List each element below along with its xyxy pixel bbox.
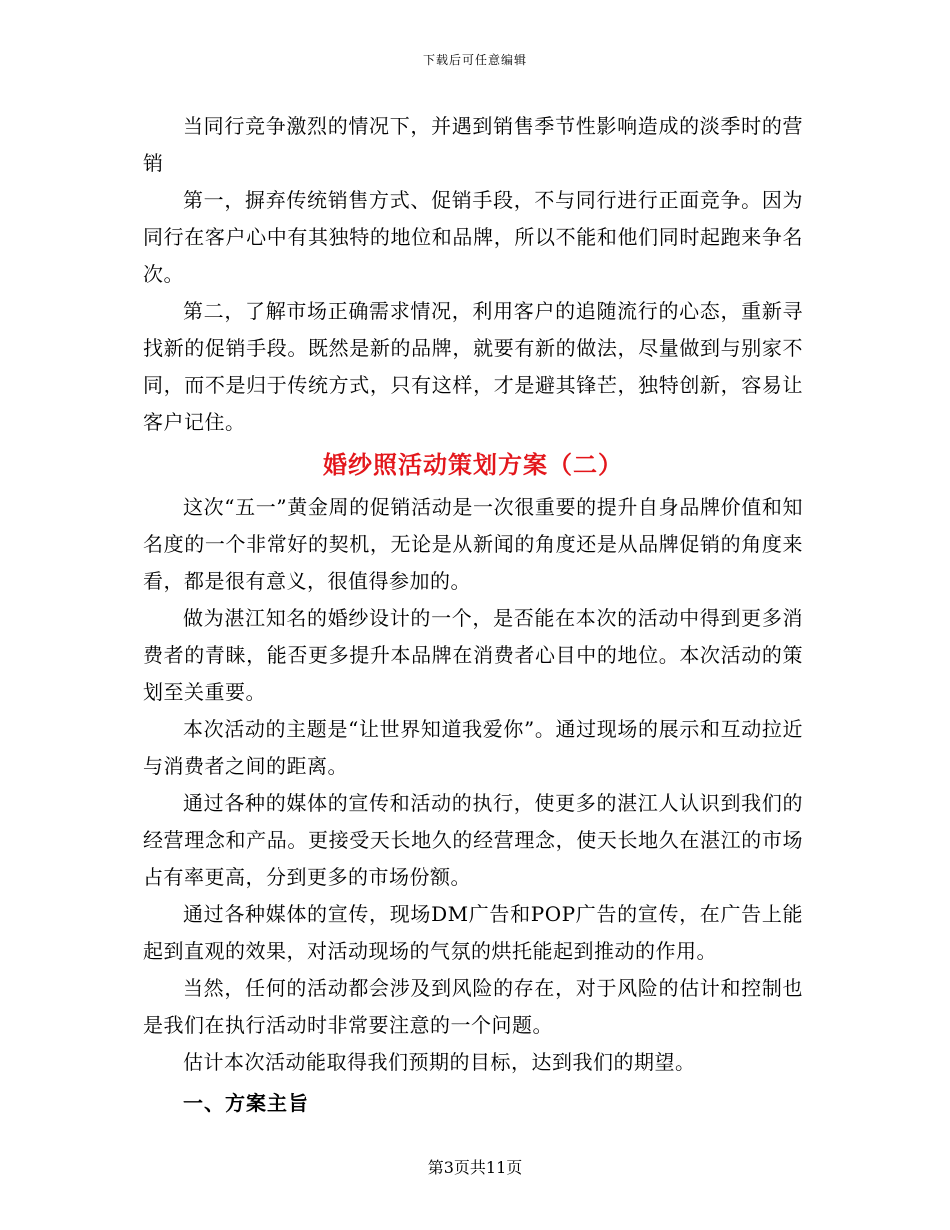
paragraph-6: 通过各种的媒体的宣传和活动的执行，使更多的湛江人认识到我们的经营理念和产品。更接受天长地久的经营理念，使天长地久在湛江的市场占有率更高，分到更多的市场份额。: [143, 791, 803, 889]
paragraph-2: 第二，了解市场正确需求情况，利用客户的追随流行的心态，重新寻找新的促销手段。既然是新的品牌，就要有新的做法，尽量做到与别家不同，而不是归于传统方式，只有这样，才是避其锋芒，独特创新，容易让客户记住。: [143, 299, 803, 434]
paragraph-8: 当然，任何的活动都会涉及到风险的存在，对于风险的估计和控制也是我们在执行活动时非常要注意的一个问题。: [143, 976, 803, 1037]
paragraph-5: 本次活动的主题是“让世界知道我爱你”。通过现场的展示和互动拉近与消费者之间的距离。: [143, 717, 803, 778]
section-title: 婚纱照活动策划方案（二）: [323, 450, 623, 479]
subheading: 一、方案主旨: [183, 1091, 309, 1115]
paragraph-9: 估计本次活动能取得我们预期的目标，达到我们的期望。: [183, 1050, 696, 1074]
paragraph-0: 当同行竞争激烈的情况下，并遇到销售季节性影响造成的淡季时的营销: [143, 114, 803, 175]
page-header-note: 下载后可任意编辑: [422, 53, 527, 67]
paragraph-1: 第一，摒弃传统销售方式、促销手段，不与同行进行正面竞争。因为同行在客户心中有其独特的地位和品牌，所以不能和他们同时起跑来争名次。: [143, 188, 803, 286]
paragraph-4: 做为湛江知名的婚纱设计的一个，是否能在本次的活动中得到更多消费者的青睐，能否更多提升本品牌在消费者心目中的地位。本次活动的策划至关重要。: [143, 606, 803, 704]
paragraph-7: 通过各种媒体的宣传，现场DM广告和POP广告的宣传，在广告上能起到直观的效果，对活动现场的气氛的烘托能起到推动的作用。: [143, 902, 803, 963]
document-body: [143, 108, 803, 1125]
page-footer: 第3页共11页: [427, 1158, 523, 1177]
paragraph-3: 这次“五一”黄金周的促销活动是一次很重要的提升自身品牌价值和知名度的一个非常好的契机，无论是从新闻的角度还是从品牌促销的角度来看，都是很有意义，很值得参加的。: [143, 495, 803, 593]
